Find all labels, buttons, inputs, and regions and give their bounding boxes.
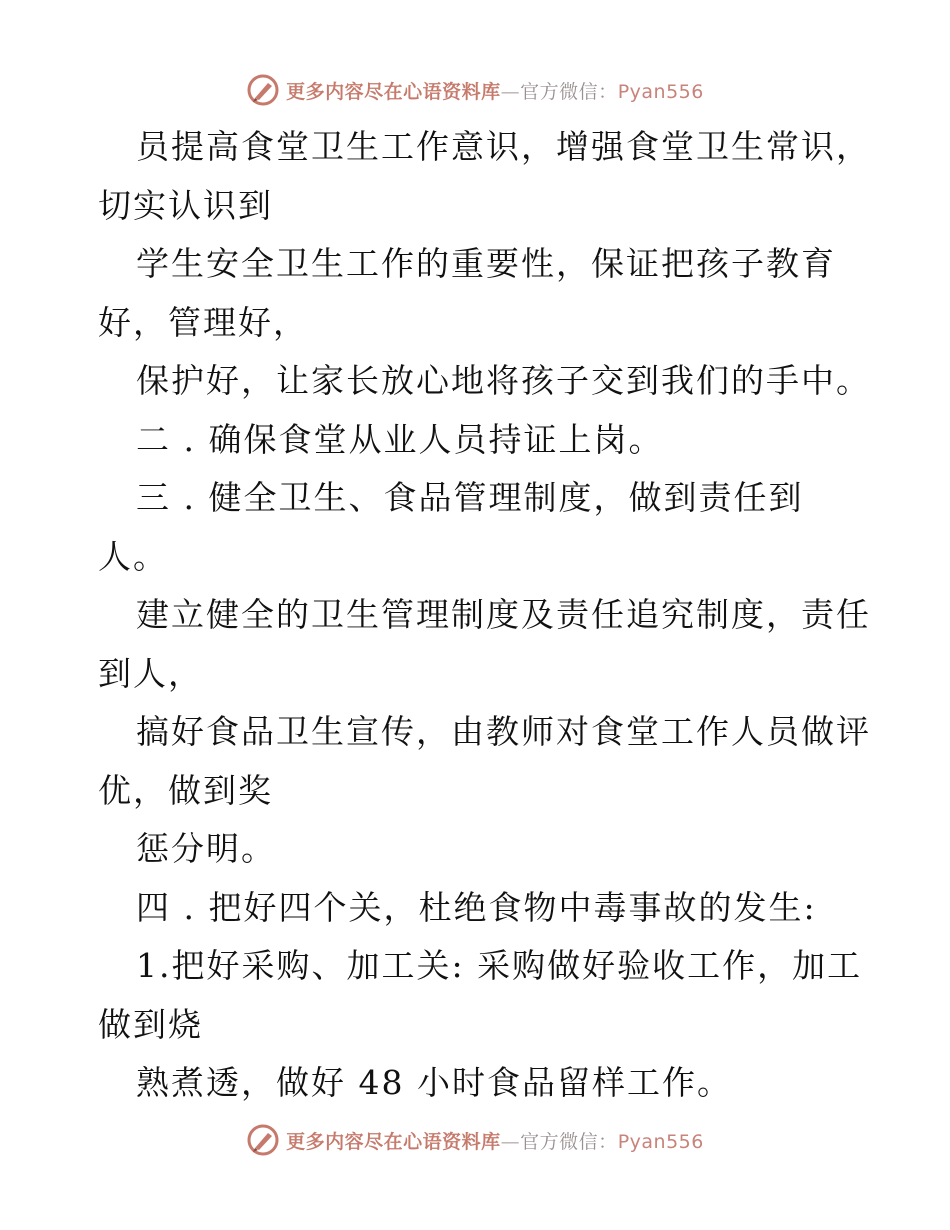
pen-logo-icon <box>246 1123 280 1157</box>
text-line: 建立健全的卫生管理制度及责任追究制度，责任 <box>136 595 871 634</box>
text-line: 保护好，让家长放心地将孩子交到我们的手中。 <box>136 361 871 400</box>
text-line: 1.把好采购、加工关: 采购做好验收工作，加工 <box>136 946 863 985</box>
text-line: 熟煮透，做好 48 小时食品留样工作。 <box>136 1063 732 1102</box>
text-line: 学生安全卫生工作的重要性，保证把孩子教育 <box>136 244 836 283</box>
watermark-text: 更多内容尽在心语资料库—官方微信：Pyan556 <box>286 80 704 103</box>
header-watermark <box>0 70 950 110</box>
footer-watermark <box>0 1120 950 1160</box>
text-line: 四 . 把好四个关，杜绝食物中毒事故的发生: <box>136 887 817 927</box>
text-line: 切实认识到 <box>98 185 273 225</box>
text-line: 做到烧 <box>98 1004 203 1044</box>
text-line: 人。 <box>98 536 168 576</box>
text-line: 好，管理好， <box>98 302 308 342</box>
text-line: 二 . 确保食堂从业人员持证上岗。 <box>136 419 664 459</box>
pen-logo-icon <box>246 73 280 107</box>
text-line: 惩分明。 <box>136 829 276 868</box>
text-line: 搞好食品卫生宣传，由教师对食堂工作人员做评 <box>136 712 871 751</box>
watermark-text: 更多内容尽在心语资料库—官方微信：Pyan556 <box>286 1130 704 1153</box>
text-line: 优，做到奖 <box>98 770 273 810</box>
text-line: 到人， <box>98 653 203 693</box>
document-body <box>98 118 871 1113</box>
text-line: 三 . 健全卫生、食品管理制度，做到责任到 <box>136 478 804 517</box>
text-line: 员提高食堂卫生工作意识，增强食堂卫生常识， <box>136 127 871 166</box>
